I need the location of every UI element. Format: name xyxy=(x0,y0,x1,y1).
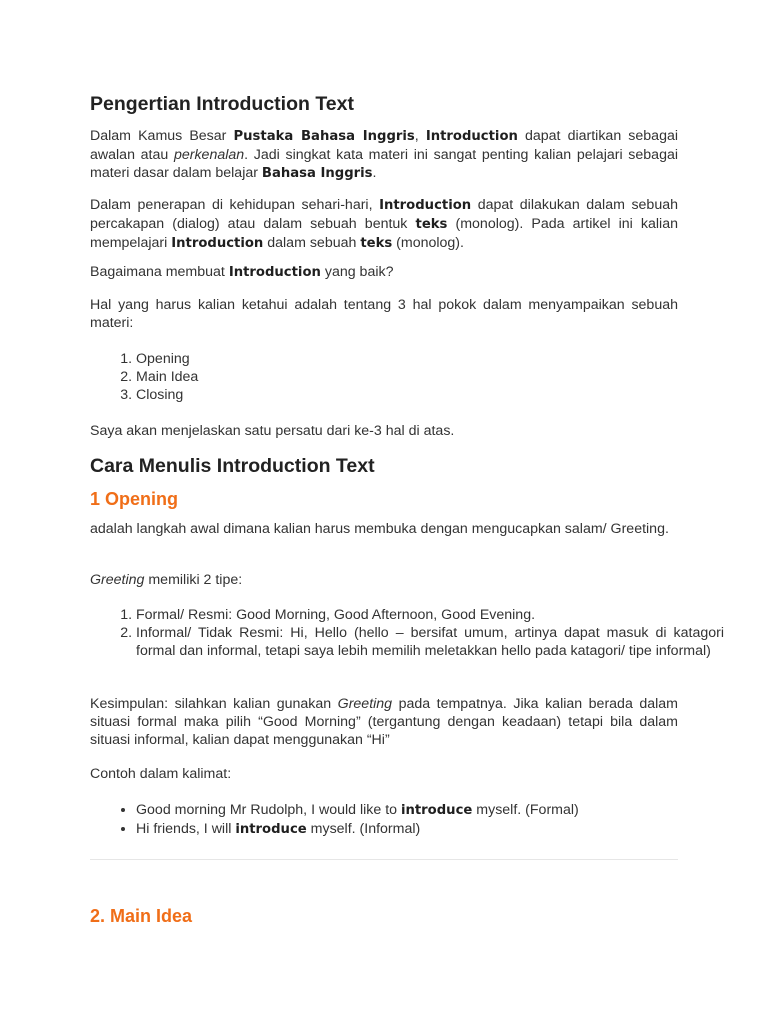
bold-text: teks xyxy=(415,217,448,232)
text: (monolog). Pada artikel ini kalian mempelajari xyxy=(90,216,678,251)
bold-text: Introduction xyxy=(171,236,264,251)
paragraph-hal-pokok: Hal yang harus kalian ketahui adalah tentang 3 hal pokok dalam menyampaikan sebuah materi: xyxy=(90,297,678,331)
paragraph-kamus-besar xyxy=(90,127,678,183)
text: memiliki 2 tipe: xyxy=(144,572,243,588)
divider xyxy=(90,859,678,860)
list-item: 3. Closing xyxy=(136,386,724,404)
heading-main-idea: 2. Main Idea xyxy=(90,906,193,926)
text: dapat diartikan sebagai awalan atau xyxy=(90,128,678,163)
bold-text: Bahasa Inggris xyxy=(261,166,373,181)
text: Dalam Kamus Besar xyxy=(90,128,234,144)
text: myself. (Formal) xyxy=(472,802,579,818)
paragraph-opening-definition: adalah langkah awal dimana kalian harus membuka dengan mengucapkan salam/ Greeting. xyxy=(90,521,669,537)
bold-text: introduce xyxy=(235,822,307,837)
bold-text: Pustaka Bahasa Inggris xyxy=(233,129,415,144)
list-item: 1. Opening xyxy=(136,350,724,368)
bold-text: Introduction xyxy=(379,198,472,213)
paragraph-kesimpulan xyxy=(90,695,678,749)
text: Good morning Mr Rudolph, I would like to xyxy=(136,802,401,818)
paragraph-menjelaskan: Saya akan menjelaskan satu persatu dari ke-3 hal di atas. xyxy=(90,423,455,439)
text: dapat dilakukan dalam sebuah percakapan (dialog) atau dalam sebuah bentuk xyxy=(90,197,678,232)
heading-cara-menulis: Cara Menulis Introduction Text xyxy=(90,455,375,477)
text: Hi friends, I will xyxy=(136,821,236,837)
paragraph-penerapan xyxy=(90,196,678,253)
list-item: 2. Informal/ Tidak Resmi: Hi, Hello (hello – bersifat umum, artinya dapat masuk di katagori formal dan informal, tetapi saya lebih memilih meletakkan hello pada katagori/ tipe informal) xyxy=(136,624,724,660)
bold-text: Introduction xyxy=(228,265,321,280)
list-item xyxy=(136,820,724,839)
list-three-points xyxy=(90,350,724,404)
text: (monolog). xyxy=(392,235,464,251)
italic-text: perkenalan xyxy=(173,147,245,163)
text: Bagaimana membuat xyxy=(90,264,229,280)
bold-text: Introduction xyxy=(425,129,518,144)
text: , xyxy=(414,128,426,144)
bold-text: introduce xyxy=(400,803,473,818)
list-item: 2. Main Idea xyxy=(136,368,724,386)
paragraph-bagaimana xyxy=(90,263,678,282)
text: pada tempatnya. Jika kalian berada dalam situasi formal maka pilih “Good Morning” (tergantung dengan keadaan) tetapi bila dalam situasi informal, kalian dapat menggunakan “Hi” xyxy=(90,696,678,748)
paragraph-greeting-types xyxy=(90,571,678,589)
list-item: 1. Formal/ Resmi: Good Morning, Good Afternoon, Good Evening. xyxy=(136,606,724,624)
heading-opening: 1 Opening xyxy=(90,489,179,509)
list-item xyxy=(136,801,724,820)
list-greeting-types xyxy=(90,606,724,660)
text: Dalam penerapan di kehidupan sehari-hari, xyxy=(90,197,380,213)
text: . xyxy=(372,165,377,181)
bold-text: teks xyxy=(360,236,393,251)
paragraph-contoh: Contoh dalam kalimat: xyxy=(90,766,232,782)
list-examples xyxy=(90,801,724,839)
text: yang baik? xyxy=(320,264,394,280)
text: . Jadi singkat kata materi ini sangat penting kalian pelajari sebagai materi dasar dalam belajar xyxy=(90,147,678,181)
italic-text: Greeting xyxy=(337,696,393,712)
text: Kesimpulan: silahkan kalian gunakan xyxy=(90,696,338,712)
heading-pengertian: Pengertian Introduction Text xyxy=(90,93,354,115)
italic-text: Greeting xyxy=(90,572,145,588)
text: myself. (Informal) xyxy=(306,821,421,837)
text: dalam sebuah xyxy=(263,235,361,251)
